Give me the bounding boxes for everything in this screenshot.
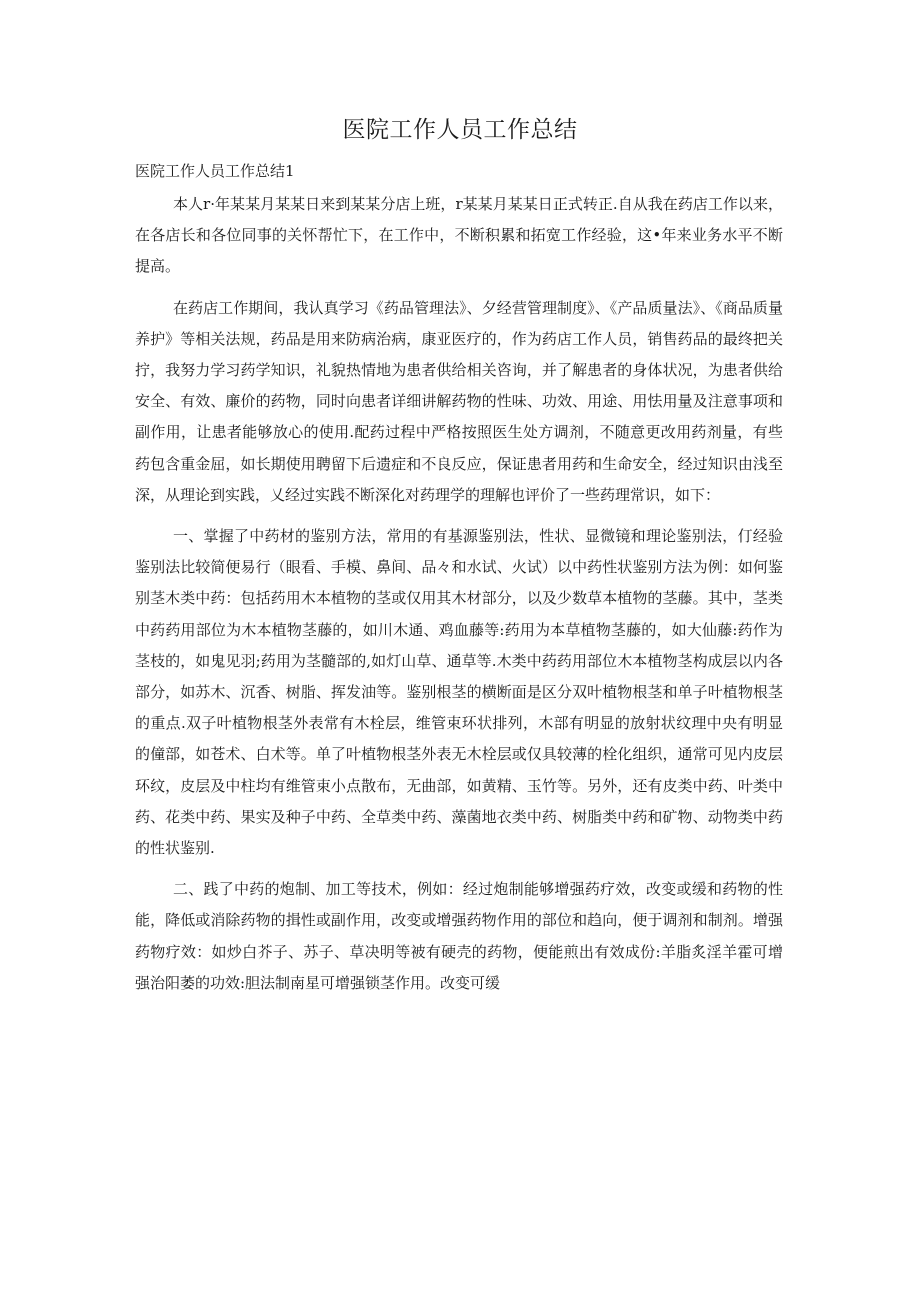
section-heading: 医院工作人员工作总结1 [135,162,295,180]
document-body [135,189,783,1009]
document-title: 医院工作人员工作总结 [342,117,578,143]
paragraph-intro: 本人r·年某某月某某日来到某某分店上班，r某某月某某日正式转正.自从我在药店工作以来，在各店长和各位同事的关怀帮忙下，在工作中，不断积累和拓宽工作经验，这•年来业务水平不断提高。 [135,195,783,276]
paragraph-identification-methods: 一、掌握了中药材的鉴别方法，常用的有基源鉴别法，性状、显微镜和理论鉴别法，仃经验鉴别法比较简便易行（眼看、手模、鼻间、品々和水试、火试）以中药性状鉴别方法为例：如何鉴别茎木类中药：包括药用木本植物的茎或仅用其木材部分，以及少数草本植物的茎藤。其中，茎类中药药用部位为木本植物茎藤的，如川木通、鸡血藤等:药用为本草植物茎藤的，如大仙藤:药作为茎枝的，如鬼见羽;药用为茎髓部的,如灯山草、通草等.木类中药药用部位木本植物茎构成层以内各部分，如苏木、沉香、树脂、挥发油等。鉴别根茎的横断面是区分双叶植物根茎和单子叶植物根茎的重点.双子叶植物根茎外表常有木栓层，维管束环状排列，木部有明显的放射状纹理中央有明显的僮部，如苍术、白术等。单了叶植物根茎外表无木栓层或仅具较薄的栓化组织，通常可见内皮层环纹，皮层及中柱均有维管束小点散布，无曲部，如黄精、玉竹等。另外，还有皮类中药、叶类中药、花类中药、果实及种子中药、全草类中药、藻菌地衣类中药、树脂类中药和矿物、动物类中药的性状鉴别. [135,527,783,858]
paragraph-processing-techniques: 二、践了中药的炮制、加工等技术，例如：经过炮制能够增强药疗效，改变或缓和药物的性能，降低或消除药物的揖性或副作用，改变或增强药物作用的部位和趋向，便于调剂和制剂。增强药物疗效：如炒白芥子、苏子、草决明等被有硬壳的药物，便能煎出有效成份:羊脂炙淫羊霍可增强治阳萎的功效:胆法制南星可增强锁茎作用。改变可缓 [135,880,783,992]
paragraph-work-period: 在药店工作期间，我认真学习《药品管理法》、夕经营管理制度》、《产品质量法》、《商品质量养护》等相关法规，药品是用来防病治病，康亚医疗的，作为药店工作人员，销售药品的最终把关拧，我努力学习药学知识，礼貌热情地为患者供给相关咨询，并了解患者的身体状况，为患者供给安全、有效、廉价的药物，同时向患者详细讲解药物的性味、功效、用途、用怯用量及注意事项和副作用，让患者能够放心的使用.配药过程中严格按照医生处方调剂，不随意更改用药剂量，有些药包含重金屈，如长期使用聘留下后遗症和不良反应，保证患者用药和生命安全，经过知识由浅至深，从理论到实践，乂经过实践不断深化对药理学的理解也评价了一些药理常识，如下： [135,298,783,504]
